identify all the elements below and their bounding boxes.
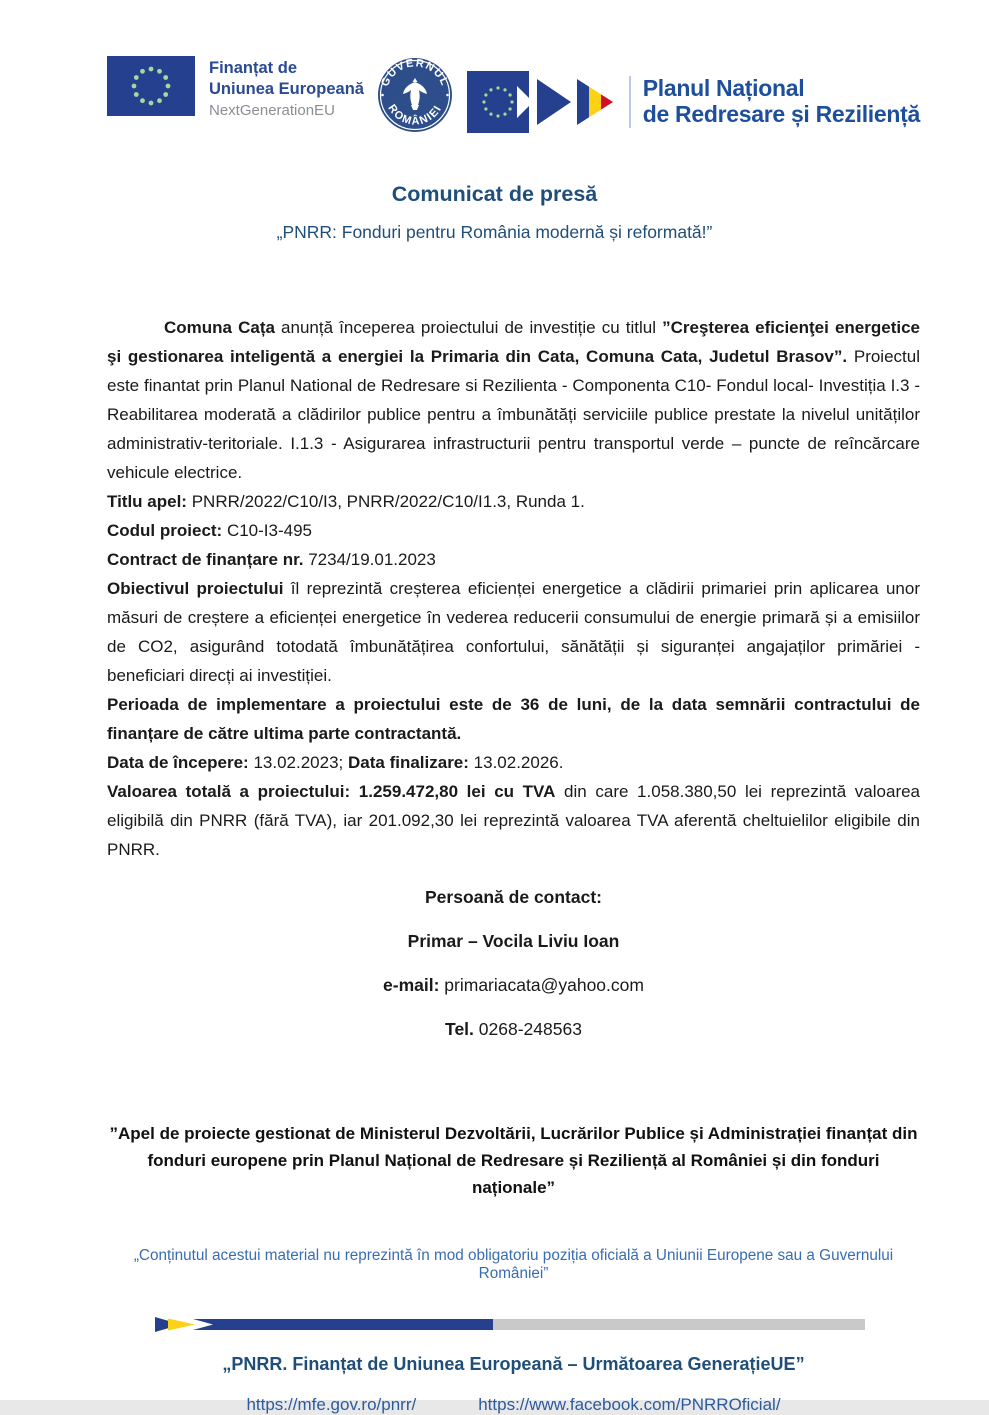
contact-name: Primar – Vocila Liviu Ioan	[407, 931, 620, 951]
project-beneficiary: Comuna Cața	[164, 318, 275, 337]
disclaimer-text: „Conținutul acestui material nu reprezintă în mod obligatoriu poziția oficială a Uniunii Europene sau a Guvernului României”	[133, 1247, 894, 1282]
pnrr-logo-line1: Planul Național	[642, 75, 805, 102]
paragraph-valoare: Valoarea totală a proiectului: 1.259.472,80 lei cu TVA din care 1.058.380,50 lei reprezintă valoarea eligibilă din PNRR (fără TVA), iar 201.092,30 lei reprezintă valoarea TVA aferentă cheltuielilor eligibile din PNRR.	[107, 782, 921, 859]
page-title: Comunicat de presă	[391, 182, 598, 206]
pnrr-logo-divider	[629, 76, 631, 128]
contact-phone-value: 0268-248563	[473, 1019, 582, 1039]
field-titlu-apel: Titlu apel: PNRR/2022/C10/I3, PNRR/2022/C10/I1.3, Runda 1.	[107, 492, 585, 511]
contact-phone: Tel. 0268-248563	[445, 1019, 582, 1039]
eu-flag-icon	[107, 56, 195, 116]
footer-link-facebook[interactable]: https://www.facebook.com/PNRROficial/	[478, 1395, 781, 1414]
pnrr-logo	[467, 62, 920, 142]
press-body	[107, 313, 920, 864]
contact-email-value: primariacata@yahoo.com	[439, 975, 644, 995]
header-logos	[0, 0, 989, 142]
page-subtitle: „PNRR: Fonduri pentru România modernă și reformată!”	[276, 222, 713, 242]
seal-text-top: GUVERNUL	[379, 57, 452, 89]
eu-funding-logo	[107, 56, 364, 121]
footer-links	[107, 1395, 920, 1415]
footer-arrow-bar-icon	[155, 1315, 867, 1333]
field-date: Data de începere: 13.02.2023; Data finalizare: 13.02.2026.	[107, 753, 564, 772]
paragraph-perioada: Perioada de implementare a proiectului este de 36 de luni, de la data semnării contractului de finanțare de către ultima parte contractantă.	[107, 695, 920, 743]
eu-funding-logo-text	[209, 56, 364, 121]
eu-logo-line1: Finanțat de	[209, 59, 298, 77]
pnrr-logo-line2: de Redresare și Reziliență	[642, 101, 920, 127]
eu-logo-line2: Uniunea Europeană	[209, 79, 364, 98]
paragraph-obiectiv: Obiectivul proiectului îl reprezintă creșterea eficienței energetice a clădirii primariei prin aplicarea unor măsuri de creștere a eficienței energetice în vederea reducerii consumului de energie primară și a emisiilor de CO2, asigurând totodată îmbunătățirea confortului, sănătății și siguranței angajaților primăriei - beneficiari direcți ai investiției.	[107, 579, 920, 685]
contact-heading: Persoană de contact:	[425, 887, 602, 907]
pnrr-arrows-icon	[467, 62, 617, 142]
eu-logo-line3: NextGenerationEU	[209, 102, 335, 120]
footer-slogan: „PNRR. Finanțat de Uniunea Europeană – Următoarea GenerațieUE”	[222, 1354, 805, 1374]
field-cod-proiect: Codul proiect: C10-I3-495	[107, 521, 312, 540]
apel-statement: ”Apel de proiecte gestionat de Ministerul Dezvoltării, Lucrărilor Publice și Administrației finanțat din fonduri europene prin Planul Național de Redresare și Reziliență al României și din fonduri naționale”	[109, 1124, 918, 1197]
romanian-government-seal-icon	[376, 56, 454, 134]
contact-email: e-mail: primariacata@yahoo.com	[383, 975, 644, 995]
field-contract: Contract de finanțare nr. 7234/19.01.2023	[107, 550, 436, 569]
contact-block	[107, 887, 920, 1040]
footer-link-mfe[interactable]: https://mfe.gov.ro/pnrr/	[246, 1395, 417, 1414]
paragraph-intro: Comuna Cața anunță începerea proiectului de investiție cu titlul ”Creşterea eficienţei energetice şi gestionarea inteligentă a energiei la Primaria din Cata, Comuna Cata, Judetul Brasov”. Proiectul este finantat prin Planul National de Redresare si Rezilienta - Componenta C10- Fondul local- Investiția I.3 - Reabilitarea moderată a clădirilor publice pentru a îmbunătăți serviciile publice prestate la nivelul unităților administrativ-teritoriale. I.1.3 - Asigurarea infrastructurii pentru transportul verde – puncte de reîncărcare vehicule electrice.	[107, 318, 920, 482]
pnrr-logo-text	[643, 76, 920, 128]
project-title: ”Creşterea eficienţei energetice şi gestionarea inteligentă a energiei la Primaria din Cata, Comuna Cata, Judetul Brasov”.	[107, 318, 920, 366]
seal-text-bottom: ROMÂNIEI	[385, 102, 445, 128]
